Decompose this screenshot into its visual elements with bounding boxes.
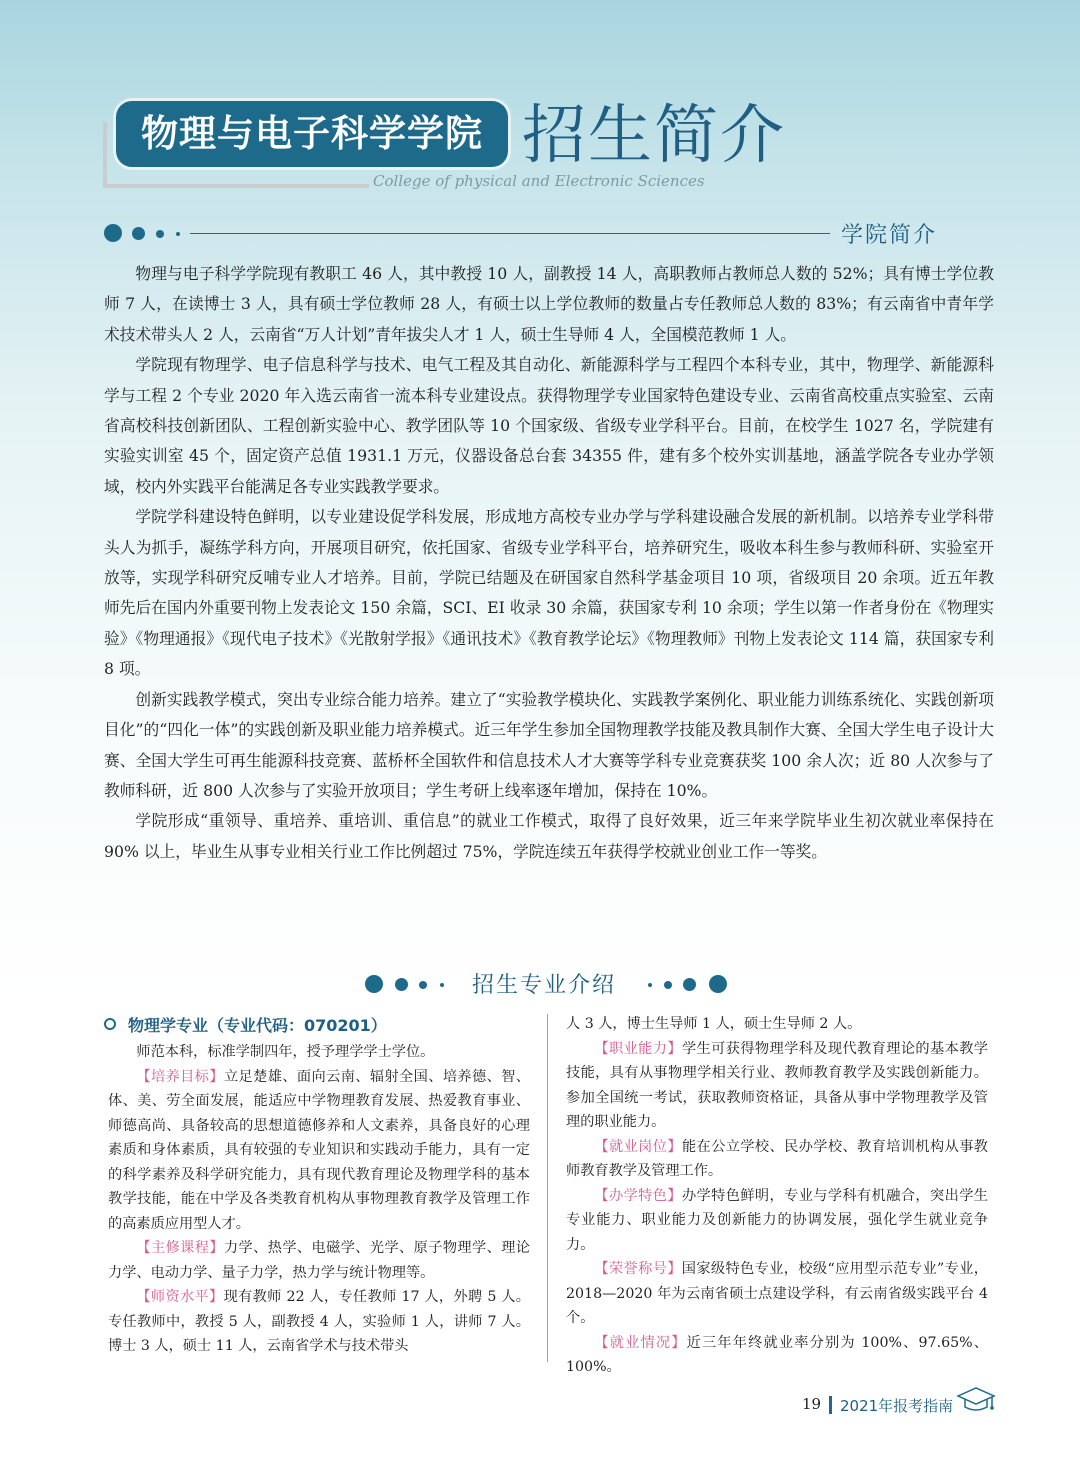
page-title: 招生简介 — [522, 99, 786, 173]
major-item — [566, 1135, 988, 1184]
college-english-name: College of physical and Electronic Sciences — [373, 172, 705, 190]
decor-dot — [132, 227, 145, 240]
major-item-text: 力学、热学、电磁学、光学、原子物理学、理论力学、电动力学、量子力学，热力学与统计物理等。 — [108, 1240, 530, 1281]
intro-paragraph: 学院现有物理学、电子信息科学与技术、电气工程及其自动化、新能源科学与工程四个本科专业，其中，物理学、新能源科学与工程 2 个专业 2020 年入选云南省一流本科专业建设点。获得物理学专业国家特色建设专业、云南省高校重点实验室、云南省高校科技创新团队、工程创新实验中心、教学团队等 10 个国家级、省级专业学科平台。目前，在校学生 1027 名，学院建有实验实训室 45 个，固定资产总值 1931.1 万元，仪器设备总台套 34355 件，建有多个校外实训基地，涵盖学院各专业办学领域，校内外实践平台能满足各专业实践教学要求。 — [104, 355, 994, 496]
major-item-text: 近三年年终就业率分别为 100%、97.65%、100%。 — [566, 1334, 988, 1375]
major-item — [566, 1331, 988, 1380]
intro-paragraph: 学院学科建设特色鲜明，以专业建设促学科发展，形成地方高校专业办学与学科建设融合发展的新机制。以培养专业学科带头人为抓手，凝练学科方向，开展项目研究，依托国家、省级专业学科平台，培养研究生，吸收本科生参与教师科研、实验室开放等，实现学科研究反哺专业人才培养。目前，学院已结题及在研国家自然科学基金项目 10 项，省级项目 20 余项。近五年教师先后在国内外重要刊物上发表论文 150 余篇，SCI、EI 收录 30 余篇，获国家专利 10 余项；学生以第一作者身份在《物理实验》《物理通报》《现代电子技术》《光散射学报》《通讯技术》《教育教学论坛》《物理教师》刊物上发表论文 114 篇，获国家专利 8 项。 — [104, 507, 994, 679]
section-title-intro: 学院简介 — [841, 223, 938, 248]
major-item — [108, 1285, 530, 1359]
major-item-tag: 【主修课程】 — [136, 1240, 224, 1256]
major-item-continuation: 人 3 人，博士生导师 1 人，硕士生导师 2 人。 — [566, 1016, 862, 1032]
decor-dot — [176, 232, 180, 236]
intro-paragraph: 创新实践教学模式，突出专业综合能力培养。建立了“实验教学模块化、实践教学案例化、职业能力训练系统化、实践创新项目化”的“四化一体”的实践创新及职业能力培养模式。近三年学生参加全国物理教学技能及教具制作大赛、全国大学生电子设计大赛、全国大学生可再生能源科技竞赛、蓝桥杯全国软件和信息技术人才大赛等学科专业竞赛获奖 100 余人次；近 80 人次参与了教师科研，近 800 人次参与了实验开放项目；学生考研上线率逐年增加，保持在 10%。 — [104, 689, 994, 800]
intro-paragraph: 物理与电子科学学院现有教职工 46 人，其中教授 10 人，副教授 14 人，高职教师占教师总人数的 52%；具有博士学位教师 7 人，在读博士 3 人，具有硕士学位教师 28 人，有硕士以上学位教师的数量占专任教师总人数的 83%；有云南省中青年学术技术带头人 2 人，云南省“万人计划”青年拔尖人才 1 人，硕士生导师 4 人，全国模范教师 1 人。 — [104, 264, 994, 344]
college-intro-body — [104, 259, 994, 867]
decor-dot — [104, 224, 122, 242]
major-item — [566, 1257, 988, 1331]
major-item-tag: 【办学特色】 — [594, 1187, 682, 1204]
college-name-title: 物理与电子科学学院 — [116, 101, 508, 167]
major-item-tag: 【培养目标】 — [136, 1068, 224, 1085]
major-details-left-column — [108, 1040, 530, 1359]
major-item-tag: 【师资水平】 — [136, 1289, 224, 1305]
decor-dot — [683, 978, 696, 991]
major-title-text: 物理学专业（专业代码：070201） — [128, 1016, 387, 1035]
major-item-tag: 【荣誉称号】 — [594, 1261, 682, 1277]
major-item-tag: 【就业情况】 — [594, 1334, 687, 1351]
major-item — [108, 1065, 530, 1237]
decor-dot — [156, 230, 164, 238]
page-number: 19 — [802, 1395, 822, 1413]
decor-dot — [664, 981, 672, 989]
decor-dot — [419, 981, 427, 989]
decor-dot — [440, 983, 444, 987]
intro-paragraph: 学院形成“重领导、重培养、重培训、重信息”的就业工作模式，取得了良好效果，近三年来学院毕业生初次就业率保持在 90% 以上，毕业生从事专业相关行业工作比例超过 75%，学院连续五年获得学校就业创业工作一等奖。 — [104, 811, 994, 861]
guide-title: 2021年报考指南 — [840, 1397, 954, 1415]
footer-separator — [829, 1396, 832, 1414]
major-item-tag: 【职业能力】 — [594, 1040, 682, 1057]
section-title-majors: 招生专业介绍 — [472, 973, 617, 998]
major-item — [566, 1037, 988, 1135]
graduation-cap-icon — [956, 1385, 996, 1419]
section-divider-line — [190, 233, 830, 234]
bullet-icon — [104, 1018, 116, 1030]
major-item-text: 现有教师 22 人，专任教师 17 人，外聘 5 人。专任教师中，教授 5 人，副教授 4 人，实验师 1 人，讲师 7 人。博士 3 人，硕士 11 人，云南省学术与技术带头 — [108, 1289, 530, 1354]
major-title — [104, 1013, 387, 1036]
major-item-tag: 【就业岗位】 — [594, 1138, 682, 1155]
decor-dot — [709, 975, 727, 993]
major-item — [108, 1236, 530, 1285]
major-item-text: 学生可获得物理学科及现代教育理论的基本教学技能，具有从事物理学相关行业、教师教育教学及实践创新能力。参加全国统一考试，获取教师资格证，具备从事中学物理教学及管理的职业能力。 — [566, 1040, 988, 1130]
decor-dot — [648, 983, 652, 987]
decor-dot — [365, 975, 383, 993]
major-intro: 师范本科，标准学制四年，授予理学学士学位。 — [136, 1044, 435, 1060]
major-item-text: 能在公立学校、民办学校、教育培训机构从事教师教育教学及管理工作。 — [566, 1138, 988, 1179]
major-item — [566, 1184, 988, 1258]
major-details-right-column — [566, 1012, 988, 1380]
major-item-text: 立足楚雄、面向云南、辐射全国、培养德、智、体、美、劳全面发展，能适应中学物理教育发展、热爱教育事业、师德高尚、具备较高的思想道德修养和人文素养，具备良好的心理素质和身体素质，具有较强的专业知识和实践动手能力，具有一定的科学素养及科学研究能力，具有现代教育理论及物理学科的基本教学技能，能在中学及各类教育机构从事物理教育教学及管理工作的高素质应用型人才。 — [108, 1068, 530, 1232]
decor-dot — [395, 978, 408, 991]
major-item-text: 办学特色鲜明，专业与学科有机融合，突出学生专业能力、职业能力及创新能力的协调发展，强化学生就业竞争力。 — [566, 1187, 988, 1253]
column-divider — [547, 1014, 548, 1362]
major-item-text: 国家级特色专业，校级“应用型示范专业”专业，2018—2020 年为云南省硕士点建设学科，有云南省级实践平台 4 个。 — [566, 1261, 988, 1326]
